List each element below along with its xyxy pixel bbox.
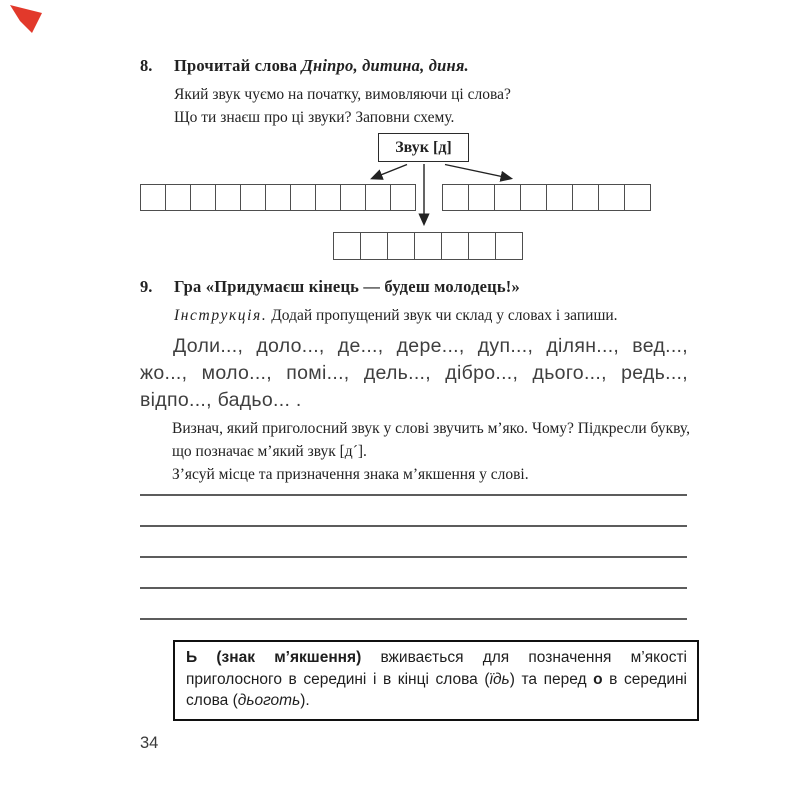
scheme-cell (624, 184, 651, 211)
cells-row-left (140, 184, 416, 211)
note-text-segment: ) та перед (509, 670, 594, 688)
exercise-8-title-words: Дніпро, дитина, диня. (301, 56, 469, 75)
note-text-segment: Ь (знак м’якшення) (186, 649, 362, 666)
scheme-cell (340, 184, 366, 211)
note-text-segment: їдь (489, 670, 510, 688)
note-text-segment: в середині слова ( (186, 670, 687, 709)
scheme-cell (215, 184, 241, 211)
scheme-cell (598, 184, 625, 211)
exercise-8-title-text: Прочитай слова (174, 56, 302, 75)
sound-box-label: Звук [д] (378, 133, 469, 162)
scheme-cell (140, 184, 166, 211)
page-number: 34 (140, 734, 159, 752)
scheme-cell (494, 184, 521, 211)
exercise-8-question-2: Що ти знаєш про ці звуки? Заповни схему. (174, 109, 455, 126)
scheme-cell (240, 184, 266, 211)
exercise-8-title (174, 56, 469, 76)
scheme-cell (441, 232, 469, 260)
arrow-right (445, 165, 511, 179)
cells-row-bottom (333, 232, 523, 260)
scheme-cell (546, 184, 573, 211)
exercise-9-task-1: Визнач, який приголосний звук у слові звучить м’яко. Чому? Підкресли букву, що позначає м’який звук [д´]. (172, 420, 690, 460)
scheme-cell (468, 184, 495, 211)
exercise-9-title: Гра «Придумаєш кінець — будеш молодець!» (174, 277, 520, 296)
note-text-segment: дьоготь (237, 692, 301, 709)
instruction-label: Інструкція. (174, 307, 268, 324)
scheme-cell (290, 184, 316, 211)
exercise-8-number: 8. (140, 56, 153, 75)
scheme-cell (442, 184, 469, 211)
exercise-9-instruction (174, 305, 618, 327)
scheme-cell (468, 232, 496, 260)
scheme-cell (414, 232, 442, 260)
writing-line (140, 587, 687, 589)
scheme-cell (365, 184, 391, 211)
scheme-cell (190, 184, 216, 211)
scheme-cell (165, 184, 191, 211)
writing-line (140, 494, 687, 496)
scheme-cell (315, 184, 341, 211)
exercise-9-number: 9. (140, 277, 153, 296)
rule-note-box (173, 640, 699, 721)
writing-line (140, 618, 687, 620)
exercise-9-task-2: З’ясуй місце та призначення знака м’якшення у слові. (172, 466, 529, 483)
scheme-cell (495, 232, 523, 260)
writing-line (140, 525, 687, 527)
scheme-cell (572, 184, 599, 211)
red-corner-flag-icon (4, 1, 46, 39)
scheme-cell (360, 232, 388, 260)
note-text-segment: вживається для позначення м’якості приголосного в середині і в кінці слова ( (186, 649, 687, 688)
scheme-cell (520, 184, 547, 211)
note-text-segment: ). (300, 692, 310, 709)
arrow-left (372, 165, 407, 179)
writing-line (140, 556, 687, 558)
exercise-8-question-1: Який звук чуємо на початку, вимовляючи ці слова? (174, 86, 511, 103)
scheme-cell (265, 184, 291, 211)
scheme-cell (333, 232, 361, 260)
note-text-segment: о (593, 670, 603, 688)
cells-row-right (442, 184, 651, 211)
scheme-cell (387, 232, 415, 260)
scheme-cell (390, 184, 416, 211)
exercise-9-word-list: Доли..., доло..., де..., дере..., дуп..., ділян..., вед..., жо..., моло..., помі..., дель..., дібро..., дього..., редь..., відпо..., бадьо... . (140, 335, 688, 411)
instruction-text: Додай пропущений звук чи склад у словах і запиши. (267, 307, 618, 324)
